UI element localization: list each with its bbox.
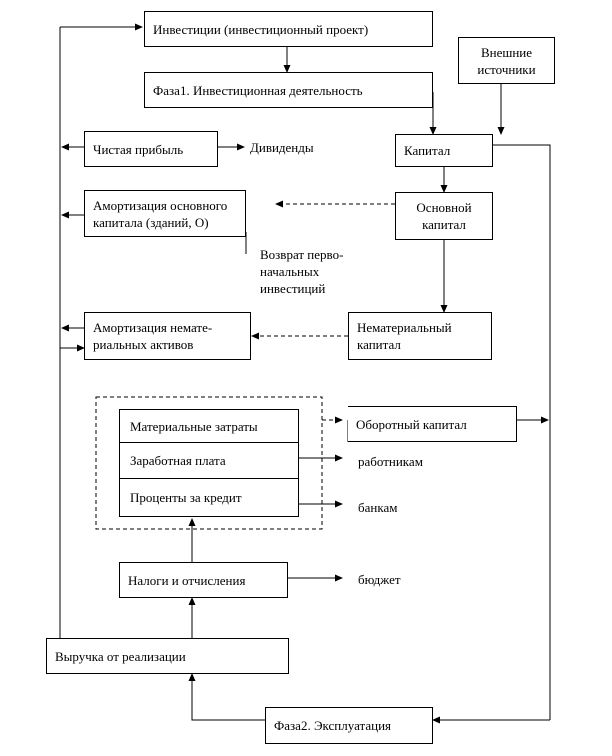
- phase1-box: Фаза1. Инвестиционная деятельность: [144, 72, 433, 108]
- arrow-phase2-revenue: [192, 674, 265, 720]
- intangible-amortization-box: Амортизация немате- риальных активов: [84, 312, 251, 360]
- fixed-capital-box: Основной капитал: [395, 192, 493, 240]
- phase2-box: Фаза2. Эксплуатация: [265, 707, 433, 744]
- cost-items-box: [119, 409, 299, 517]
- interest-item: Проценты за кредит: [130, 490, 242, 505]
- external-sources-box: Внешние источники: [458, 37, 555, 84]
- material-costs-item: Материальные затраты: [120, 410, 298, 443]
- taxes-box: Налоги и отчисления: [119, 562, 288, 598]
- fixed-amortization-box: Амортизация основного капитала (зданий, О): [84, 190, 246, 237]
- intangible-capital-box: Нематериальный капитал: [348, 312, 492, 360]
- to-workers-label: работникам: [358, 454, 423, 469]
- net-profit-box: Чистая прибыль: [84, 131, 218, 167]
- revenue-box: Выручка от реализации: [46, 638, 289, 674]
- working-capital-box: Оборотный капитал: [348, 406, 517, 442]
- wages-item: Заработная плата: [120, 443, 298, 479]
- dividends-label: Дивиденды: [250, 140, 314, 155]
- capital-box: Капитал: [395, 134, 493, 167]
- return-investments-label: Возврат перво- начальных инвестиций: [260, 247, 344, 296]
- investments-box: Инвестиции (инвестиционный проект): [144, 11, 433, 47]
- to-banks-label: банкам: [358, 500, 398, 515]
- to-budget-label: бюджет: [358, 572, 401, 587]
